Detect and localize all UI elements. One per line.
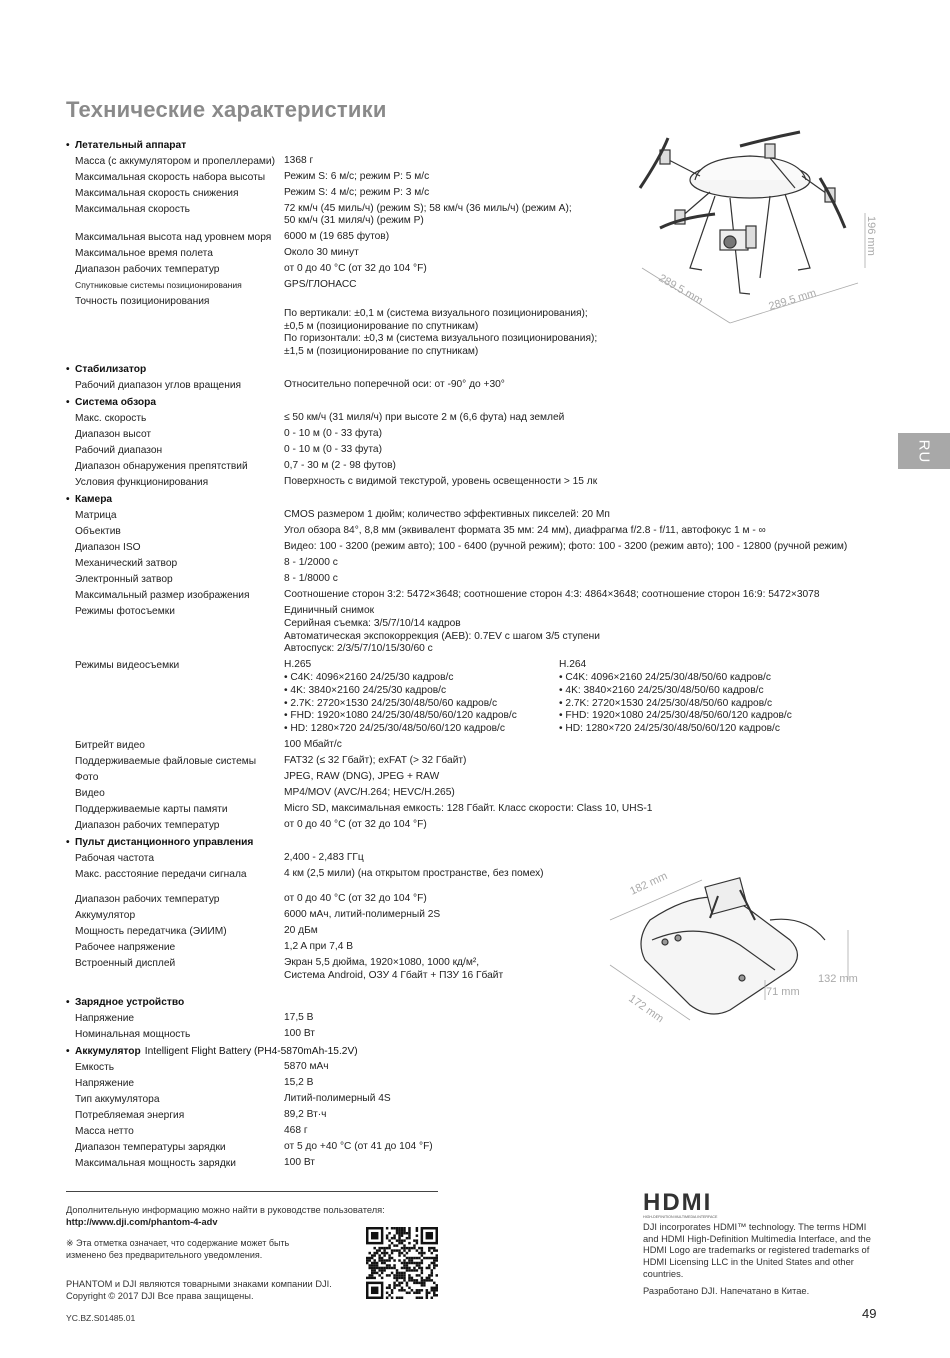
spec-label: Механический затвор	[75, 558, 178, 570]
spec-label: Диапазон рабочих температур	[75, 894, 220, 906]
spec-value-line: По горизонтали: ±0,3 м (система визуального позиционирования);	[284, 333, 598, 345]
spec-value-line: Серийная съемка: 3/5/7/10/14 кадров	[284, 617, 461, 629]
spec-label: Максимальное время полета	[75, 248, 213, 260]
spec-row	[66, 588, 886, 604]
section-name: Зарядное устройство	[75, 996, 185, 1008]
spec-value-line: от 5 до +40 °C (от 41 до 104 °F)	[284, 1140, 433, 1152]
spec-row	[66, 770, 886, 786]
spec-value-line: Соотношение сторон 3:2: 5472×3648; соотношение сторон 4:3: 4864×3648; соотношение сторон 16:9: 5472×3078	[284, 589, 820, 601]
spec-value	[284, 412, 886, 425]
spec-label: Условия функционирования	[75, 477, 209, 489]
spec-value	[284, 1125, 886, 1138]
spec-row	[66, 427, 886, 443]
spec-value	[284, 460, 886, 473]
spec-value-line: 72 км/ч (45 миль/ч) (режим S); 58 км/ч (36 миль/ч) (режим A);	[284, 202, 572, 214]
spec-value-line: 20 дБм	[284, 925, 318, 937]
spec-label: Тип аккумулятора	[75, 1093, 160, 1105]
spec-value-line: Около 30 минут	[284, 247, 359, 259]
spec-label: Диапазон ISO	[75, 542, 141, 554]
spec-value	[284, 659, 886, 736]
spec-row	[66, 658, 886, 738]
spec-value-line: ≤ 50 км/ч (31 миля/ч) при высоте 2 м (6,6 фута) над землей	[284, 412, 565, 424]
spec-value-line: • 4K: 3840×2160 24/25/30 кадров/с	[284, 684, 447, 696]
spec-value-line: Угол обзора 84°, 8,8 мм (эквивалент формата 35 мм: 24 мм), диафрагма f/2.8 - f/11, автофокус 1 м - ∞	[284, 525, 766, 537]
spec-value	[284, 605, 886, 656]
footer-divider	[66, 1191, 438, 1192]
spec-label: Рабочий диапазон углов вращения	[75, 380, 242, 392]
spec-value-line: 2,400 - 2,483 ГГц	[284, 852, 364, 864]
spec-label: Максимальный размер изображения	[75, 590, 250, 602]
spec-label: Режимы фотосъемки	[75, 606, 175, 618]
spec-value	[284, 1061, 886, 1074]
spec-row	[66, 738, 886, 754]
spec-value-line: 0 - 10 м (0 - 33 фута)	[284, 444, 382, 456]
spec-row	[66, 1091, 886, 1107]
footer-note: ※ Эта отметка означает, что содержание может быть изменено без предварительного уведомления.	[66, 1238, 290, 1260]
spec-label: Максимальная скорость	[75, 203, 190, 215]
spec-label: Масса (с аккумулятором и пропеллерами)	[75, 155, 275, 167]
spec-label: Режимы видеосъемки	[75, 660, 180, 672]
spec-value	[284, 444, 886, 457]
spec-label: Объектив	[75, 526, 121, 538]
drone-height-label: 196 mm	[865, 216, 877, 256]
spec-value-line: 50 км/ч (31 миля/ч) (режим P)	[284, 215, 424, 227]
spec-value-line: Micro SD, максимальная емкость: 128 Гбайт. Класс скорости: Class 10, UHS-1	[284, 803, 653, 815]
spec-value-line: H.264	[559, 659, 587, 671]
made-in: Разработано DJI. Напечатано в Китае.	[643, 1286, 810, 1296]
spec-label: Масса нетто	[75, 1125, 134, 1137]
page-number: 49	[862, 1306, 877, 1321]
spec-label: Диапазон высот	[75, 429, 152, 441]
spec-value-line: • FHD: 1920×1080 24/25/30/48/50/60/120 кадров/с	[284, 710, 517, 722]
spec-value-line: 1,2 A при 7,4 В	[284, 941, 353, 953]
spec-label: Напряжение	[75, 1077, 135, 1089]
spec-label: Емкость	[75, 1061, 115, 1073]
spec-row	[66, 604, 886, 658]
spec-value	[284, 476, 886, 489]
spec-value	[284, 739, 886, 752]
spec-label: Диапазон температуры зарядки	[75, 1141, 226, 1153]
language-tab: RU	[898, 433, 950, 469]
spec-row	[66, 540, 886, 556]
spec-value	[284, 803, 886, 816]
spec-value	[284, 819, 886, 832]
section-heading	[66, 395, 886, 411]
drone-illustration	[620, 118, 890, 338]
spec-label: Встроенный дисплей	[75, 958, 176, 970]
spec-row	[66, 754, 886, 770]
spec-value-line: 100 Мбайт/с	[284, 739, 342, 751]
spec-value-line: 6000 мАч, литий-полимерный 2S	[284, 909, 441, 921]
section-heading	[66, 835, 886, 851]
spec-label: Рабочий диапазон	[75, 445, 163, 457]
spec-value	[284, 557, 886, 570]
spec-value-line: Режим S: 4 м/с; режим P: 3 м/с	[284, 186, 430, 198]
spec-value-line: CMOS размером 1 дюйм; количество эффективных пикселей: 20 Мп	[284, 509, 610, 521]
spec-value	[284, 771, 886, 784]
bullet-icon: •	[66, 494, 70, 506]
spec-value-line: Автоспуск: 2/3/5/7/10/15/30/60 с	[284, 643, 433, 655]
spec-value-line: • C4K: 4096×2160 24/25/30 кадров/с	[284, 672, 454, 684]
spec-row	[66, 411, 886, 427]
spec-label: Мощность передатчика (ЭИИМ)	[75, 926, 227, 938]
spec-value-line: Относительно поперечной оси: от -90° до +30°	[284, 379, 505, 391]
spec-row	[66, 508, 886, 524]
spec-value-line: 8 - 1/2000 с	[284, 557, 338, 569]
spec-value-line: 4 км (2,5 мили) (на открытом пространстве, без помех)	[284, 868, 544, 880]
spec-value-line: Режим S: 6 м/с; режим P: 5 м/с	[284, 170, 430, 182]
spec-row	[66, 524, 886, 540]
spec-value-line: Литий-полимерный 4S	[284, 1092, 391, 1104]
section-name: Летательный аппарат	[75, 139, 187, 151]
section-name: Камера	[75, 494, 113, 506]
rc-depth-label: 71 mm	[766, 986, 800, 998]
spec-value-line: Поверхность с видимой текстурой, уровень освещенности > 15 лк	[284, 476, 598, 488]
spec-value-line: • HD: 1280×720 24/25/30/48/50/60/120 кадров/с	[284, 723, 505, 735]
section-name: Аккумулятор	[75, 1045, 141, 1057]
spec-row	[66, 1155, 886, 1171]
spec-label: Фото	[75, 772, 99, 784]
spec-value	[284, 1077, 886, 1090]
spec-value-line: FAT32 (≤ 32 Гбайт); exFAT (> 32 Гбайт)	[284, 755, 467, 767]
spec-value-line: По вертикали: ±0,1 м (система визуального позиционирования);	[284, 307, 588, 319]
spec-value-line: • 2.7K: 2720×1530 24/25/30/48/50/60 кадров/с	[284, 697, 498, 709]
spec-label: Поддерживаемые карты памяти	[75, 804, 228, 816]
bullet-icon: •	[66, 1045, 70, 1057]
bullet-icon: •	[66, 139, 70, 151]
spec-value-line: • 4K: 3840×2160 24/25/30/48/50/60 кадров/с	[559, 684, 764, 696]
spec-value-line: 468 г	[284, 1124, 308, 1136]
spec-value-line: 89,2 Вт·ч	[284, 1108, 327, 1120]
spec-label: Битрейт видео	[75, 740, 145, 752]
spec-value-line: H.265	[284, 659, 312, 671]
spec-value	[284, 1141, 886, 1154]
spec-row	[66, 1059, 886, 1075]
spec-label: Макс. расстояние передачи сигнала	[75, 869, 247, 881]
spec-row	[66, 1107, 886, 1123]
spec-value-line: JPEG, RAW (DNG), JPEG + RAW	[284, 771, 440, 783]
section-name: Пульт дистанционного управления	[75, 837, 254, 849]
spec-label: Диапазон рабочих температур	[75, 820, 220, 832]
section-heading	[66, 362, 886, 378]
section-name: Стабилизатор	[75, 364, 147, 376]
spec-value	[284, 787, 886, 800]
spec-label: Матрица	[75, 510, 117, 522]
spec-label: Максимальная скорость снижения	[75, 187, 239, 199]
spec-row	[66, 572, 886, 588]
spec-value	[284, 589, 886, 602]
remote-controller-illustration	[590, 860, 880, 1040]
spec-value-line: 15,2 В	[284, 1076, 314, 1088]
spec-label: Диапазон рабочих температур	[75, 264, 220, 276]
spec-row	[66, 443, 886, 459]
spec-value-line: 0 - 10 м (0 - 33 фута)	[284, 428, 382, 440]
spec-value-line: 100 Вт	[284, 1156, 315, 1168]
spec-label: Точность позиционирования	[75, 296, 210, 308]
spec-label: Рабочая частота	[75, 853, 154, 865]
spec-value	[284, 1093, 886, 1106]
spec-row	[66, 786, 886, 802]
bullet-icon: •	[66, 996, 70, 1008]
footer-info: Дополнительную информацию можно найти в руководстве пользователя: http://www.dji.com/phantom-4-adv	[66, 1205, 385, 1227]
bullet-icon: •	[66, 364, 70, 376]
spec-value-line: 5870 мАч	[284, 1060, 329, 1072]
spec-value	[284, 1109, 886, 1122]
spec-value-line: MP4/MOV (AVC/H.264; HEVC/H.265)	[284, 787, 455, 799]
spec-value-line: 1368 г	[284, 154, 314, 166]
spec-value-line: Экран 5,5 дюйма, 1920×1080, 1000 кд/м²,	[284, 957, 480, 969]
spec-value-line: от 0 до 40 °C (от 32 до 104 °F)	[284, 263, 427, 275]
rc-length-label: 182 mm	[628, 870, 670, 898]
spec-label: Макс. скорость	[75, 413, 147, 425]
bullet-icon: •	[66, 837, 70, 849]
spec-value-line: 100 Вт	[284, 1027, 315, 1039]
spec-label: Напряжение	[75, 1012, 135, 1024]
spec-value-line: ±0,5 м (позиционирование по спутникам)	[284, 320, 479, 332]
spec-value-line: Автоматическая экспокоррекция (AEB): 0.7EV с шагом 3/5 ступени	[284, 630, 601, 642]
drone-width-label: 289.5 mm	[656, 272, 705, 308]
rc-height-label: 132 mm	[818, 973, 858, 985]
spec-label: Номинальная мощность	[75, 1028, 191, 1040]
section-heading	[66, 492, 886, 508]
spec-label: Потребляемая энергия	[75, 1109, 185, 1121]
rc-width-label: 172 mm	[626, 992, 666, 1026]
spec-value-line: от 0 до 40 °C (от 32 до 104 °F)	[284, 893, 427, 905]
bullet-icon: •	[66, 397, 70, 409]
spec-value-line: 17,5 В	[284, 1011, 314, 1023]
spec-value-line: 6000 м (19 685 футов)	[284, 231, 390, 243]
hdmi-logo	[643, 1188, 763, 1220]
svg-text:HIGH-DEFINITION MULTIMEDIA INT: HIGH-DEFINITION MULTIMEDIA INTERFACE	[643, 1215, 718, 1219]
spec-value-line: ±1,5 м (позиционирование по спутникам)	[284, 346, 479, 358]
spec-row	[66, 802, 886, 818]
section-extra: Intelligent Flight Battery (PH4-5870mAh-15.2V)	[144, 1045, 358, 1057]
spec-value-line: 8 - 1/8000 с	[284, 573, 338, 585]
spec-value-line: 0,7 - 30 м (2 - 98 футов)	[284, 460, 396, 472]
doc-code: YC.BZ.S01485.01	[66, 1313, 136, 1323]
spec-value	[284, 379, 886, 392]
spec-value-line: • 2.7K: 2720×1530 24/25/30/48/50/60 кадров/с	[559, 697, 773, 709]
spec-value-line: Видео: 100 - 3200 (режим авто); 100 - 6400 (ручной режим); фото: 100 - 3200 (режим авто); 100 - 12800 (ручной режим)	[284, 541, 848, 553]
trademark-text: PHANTOM и DJI являются товарными знаками компании DJI. Copyright © 2017 DJI Все права защищены.	[66, 1279, 332, 1301]
spec-label: Поддерживаемые файловые системы	[75, 756, 257, 768]
qr-code[interactable]	[366, 1227, 438, 1299]
spec-value	[284, 509, 886, 522]
spec-value	[284, 755, 886, 768]
spec-value	[284, 1157, 886, 1170]
spec-label: Максимальная мощность зарядки	[75, 1157, 236, 1169]
spec-value-line: от 0 до 40 °C (от 32 до 104 °F)	[284, 819, 427, 831]
spec-value	[284, 573, 886, 586]
spec-label: Рабочее напряжение	[75, 942, 176, 954]
spec-label: Максимальная высота над уровнем моря	[75, 232, 272, 244]
spec-row	[66, 818, 886, 834]
spec-row	[66, 378, 886, 394]
hdmi-notice: DJI incorporates HDMI™ technology. The terms HDMI and HDMI High-Definition Multimedia Interface, and the HDMI Logo are trademarks or registered trademarks of HDMI Licensing LLC in the United States and other countries.	[643, 1222, 871, 1279]
manual-link[interactable]: http://www.dji.com/phantom-4-adv	[66, 1217, 218, 1227]
spec-row	[66, 1075, 886, 1091]
spec-value-line: • C4K: 4096×2160 24/25/30/48/50/60 кадров/с	[559, 672, 771, 684]
spec-row	[66, 556, 886, 572]
spec-label: Диапазон обнаружения препятствий	[75, 461, 248, 473]
spec-label: Спутниковые системы позиционирования	[75, 280, 242, 291]
spec-value-line: • HD: 1280×720 24/25/30/48/50/60/120 кадров/с	[559, 723, 780, 735]
spec-label: Видео	[75, 788, 105, 800]
svg-text:HDMI: HDMI	[643, 1189, 713, 1216]
spec-label: Максимальная скорость набора высоты	[75, 171, 266, 183]
spec-row	[66, 1123, 886, 1139]
spec-value	[284, 541, 886, 554]
spec-value	[284, 525, 886, 538]
spec-value-line: Система Android, ОЗУ 4 Гбайт + ПЗУ 16 Гбайт	[284, 969, 504, 981]
spec-value-line: GPS/ГЛОНАСС	[284, 279, 357, 291]
drone-depth-label: 289.5 mm	[767, 287, 818, 313]
section-heading	[66, 1043, 886, 1059]
spec-row	[66, 1139, 886, 1155]
page-title: Технические характеристики	[66, 97, 387, 122]
section-name: Система обзора	[75, 397, 157, 409]
spec-row	[66, 459, 886, 475]
spec-row	[66, 475, 886, 491]
spec-value-line: Единичный снимок	[284, 605, 375, 617]
spec-value-line: • FHD: 1920×1080 24/25/30/48/50/60/120 кадров/с	[559, 710, 792, 722]
spec-value	[284, 428, 886, 441]
spec-label: Аккумулятор	[75, 910, 136, 922]
spec-label: Электронный затвор	[75, 574, 173, 586]
